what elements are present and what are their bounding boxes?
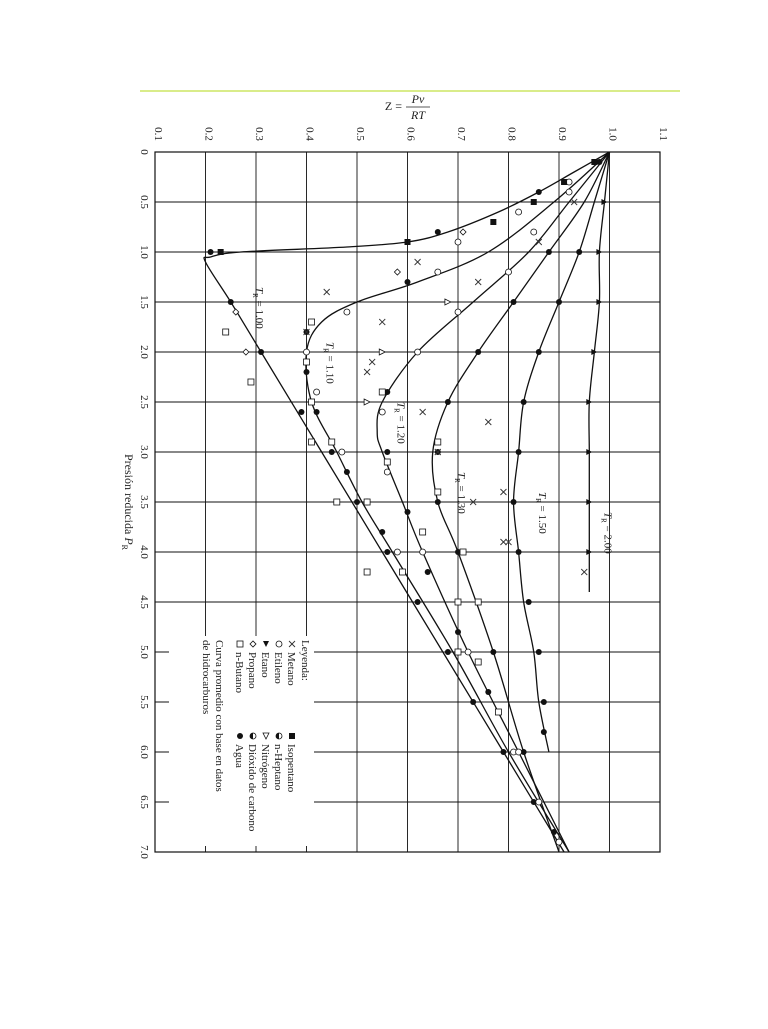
data-point [379, 529, 385, 535]
chart-title [385, 92, 430, 122]
legend-marker [276, 733, 282, 739]
isotherm-label-symbol: T [253, 287, 265, 294]
pr-tick-label: 2.0 [138, 345, 150, 359]
isotherm-label-subscript: R [321, 348, 330, 353]
pr-tick-label: 4.0 [138, 545, 150, 559]
pressure-axis-label: Presión reducida $P_R$ [120, 454, 136, 550]
data-point [516, 209, 522, 215]
isotherm-label-value: = 1.30 [455, 482, 467, 514]
data-point [561, 179, 567, 185]
legend-entry-label: Dióxido de carbono [246, 744, 258, 832]
data-point [551, 829, 557, 835]
data-point [309, 399, 315, 405]
data-point [420, 549, 426, 555]
data-point [298, 409, 304, 415]
pr-tick-label: 3.5 [138, 495, 150, 509]
z-tick-label: 1.0 [606, 127, 619, 141]
legend-marker [276, 641, 282, 647]
isotherm-label-symbol: T [323, 342, 336, 349]
data-point [415, 349, 421, 355]
z-tick-label: 0.5 [354, 127, 366, 141]
data-point [329, 439, 335, 445]
data-point [541, 729, 547, 735]
data-point [526, 599, 532, 605]
data-point [495, 709, 501, 715]
pr-tick-label: 2.5 [138, 395, 150, 409]
data-point [455, 599, 461, 605]
data-point [460, 549, 466, 555]
isotherm-label-value: = 1.20 [394, 412, 407, 444]
z-tick-label: 0.1 [152, 127, 164, 141]
data-point [415, 599, 421, 605]
pressure-axis-subscript: R [120, 544, 129, 550]
data-point [309, 319, 315, 325]
pressure-axis-symbol: P [122, 537, 136, 545]
isotherm-label-symbol: T [535, 492, 548, 499]
isotherm-label-subscript: R [392, 408, 401, 413]
data-point [455, 649, 461, 655]
data-point [405, 239, 411, 245]
data-point [546, 249, 552, 255]
isotherm-label-subscript: R [533, 498, 542, 503]
legend-title: Leyenda: [299, 640, 311, 681]
data-point [405, 279, 411, 285]
data-point [465, 649, 471, 655]
data-point [405, 509, 411, 515]
data-point [399, 569, 405, 575]
data-point [384, 459, 390, 465]
legend-entry-label: Isopentano [285, 744, 297, 793]
z-tick-label: 0.9 [556, 127, 568, 141]
z-tick-label: 0.8 [505, 127, 518, 141]
pr-tick-label: 6.5 [138, 795, 150, 809]
data-point [435, 269, 441, 275]
data-point [556, 299, 562, 305]
isotherm-label-symbol: T [601, 512, 614, 519]
data-point [364, 569, 370, 575]
legend-marker [237, 733, 243, 739]
pr-tick-label: 0.5 [138, 195, 150, 209]
data-point [223, 329, 229, 335]
data-point [516, 749, 522, 755]
data-point [314, 409, 320, 415]
legend-entry-label: Nitrógeno [259, 744, 271, 789]
pr-tick-label: 7.0 [138, 845, 150, 859]
data-point [531, 199, 537, 205]
data-point [420, 529, 426, 535]
data-point [425, 569, 431, 575]
z-tick-label: 0.2 [202, 127, 215, 141]
data-point [329, 449, 335, 455]
data-point [248, 379, 254, 385]
data-point [394, 549, 400, 555]
legend-marker [237, 641, 243, 647]
data-point [379, 389, 385, 395]
data-point [435, 439, 441, 445]
data-point [576, 249, 582, 255]
data-point [208, 249, 214, 255]
z-tick-label: 0.3 [253, 127, 265, 141]
data-point [314, 389, 320, 395]
data-point [485, 689, 491, 695]
data-point [536, 649, 542, 655]
data-point [536, 799, 542, 805]
data-point [475, 349, 481, 355]
data-point [334, 499, 340, 505]
legend-entry-label: Propano [246, 652, 258, 689]
z-tick-label: 1.1 [657, 127, 669, 141]
pr-tick-label: 6.0 [138, 745, 150, 759]
data-point [344, 309, 350, 315]
data-point [516, 549, 522, 555]
data-point [536, 189, 542, 195]
data-point [445, 399, 451, 405]
data-point [541, 699, 547, 705]
z-tick-label: 0.6 [404, 127, 417, 141]
legend-entry-label: Agua [233, 744, 245, 768]
data-point [384, 449, 390, 455]
legend-entry-label: n-Heptano [272, 744, 284, 791]
isotherm-label-subscript: R [599, 518, 608, 523]
data-point [511, 299, 517, 305]
legend-entry-label: Etano [259, 652, 271, 678]
data-point [435, 229, 441, 235]
pr-tick-label: 4.5 [138, 595, 150, 609]
legend-marker [289, 733, 295, 739]
title-numerator: Pv [411, 92, 425, 106]
data-point [531, 229, 537, 235]
data-point [445, 649, 451, 655]
pr-tick-label: 1.5 [138, 295, 150, 309]
legend-note: de hidrocarburos [200, 640, 212, 715]
isotherm-label-value: = 1.50 [535, 502, 548, 534]
title-denominator: RT [410, 108, 426, 122]
title-lhs: Z = [384, 99, 402, 113]
data-point [344, 469, 350, 475]
legend-note: Curva promedio con base en datos [213, 640, 225, 792]
pr-tick-label: 5.5 [138, 695, 150, 709]
isotherm-label-subscript: R [453, 478, 461, 483]
data-point [354, 499, 360, 505]
data-point [556, 839, 562, 845]
data-point [475, 599, 481, 605]
data-point [339, 449, 345, 455]
data-point [511, 499, 517, 505]
isotherm-label-value: = 2.00 [601, 522, 614, 554]
legend-entry-label: n-Butano [233, 652, 245, 693]
data-point [500, 749, 506, 755]
data-point [304, 359, 310, 365]
data-point [228, 299, 234, 305]
isotherm-label-subscript: R [251, 293, 259, 298]
data-point [490, 219, 496, 225]
legend-entry-label: Metano [285, 652, 297, 686]
data-point [258, 349, 264, 355]
legend-marker [250, 733, 256, 739]
z-tick-label: 0.7 [455, 127, 467, 141]
pr-tick-label: 3.0 [138, 445, 150, 459]
data-point [455, 239, 461, 245]
data-point [384, 469, 390, 475]
data-point [218, 249, 224, 255]
isotherm-label-value: = 1.10 [323, 352, 336, 384]
data-point [364, 499, 370, 505]
isotherm-label-symbol: T [394, 402, 407, 409]
data-point [455, 309, 461, 315]
data-point [490, 649, 496, 655]
data-point [470, 699, 476, 705]
z-tick-label: 0.4 [303, 127, 316, 141]
data-point [536, 349, 542, 355]
data-point [304, 349, 310, 355]
pr-tick-label: 5.0 [138, 645, 150, 659]
legend-entry-label: Etileno [272, 652, 284, 684]
data-point [521, 399, 527, 405]
data-point [455, 629, 461, 635]
data-point [591, 159, 597, 165]
data-point [475, 659, 481, 665]
data-point [304, 369, 310, 375]
isotherm-label-value: = 1.00 [253, 297, 265, 329]
data-point [435, 499, 441, 505]
pr-tick-label: 0 [138, 149, 150, 155]
pr-tick-label: 1.0 [138, 245, 150, 259]
data-point [566, 189, 572, 195]
legend [169, 636, 314, 846]
data-point [506, 269, 512, 275]
isotherm-label-symbol: T [455, 472, 467, 479]
header-divider [140, 90, 680, 92]
data-point [309, 439, 315, 445]
data-point [435, 489, 441, 495]
data-point [384, 549, 390, 555]
data-point [516, 449, 522, 455]
data-point [379, 409, 385, 415]
